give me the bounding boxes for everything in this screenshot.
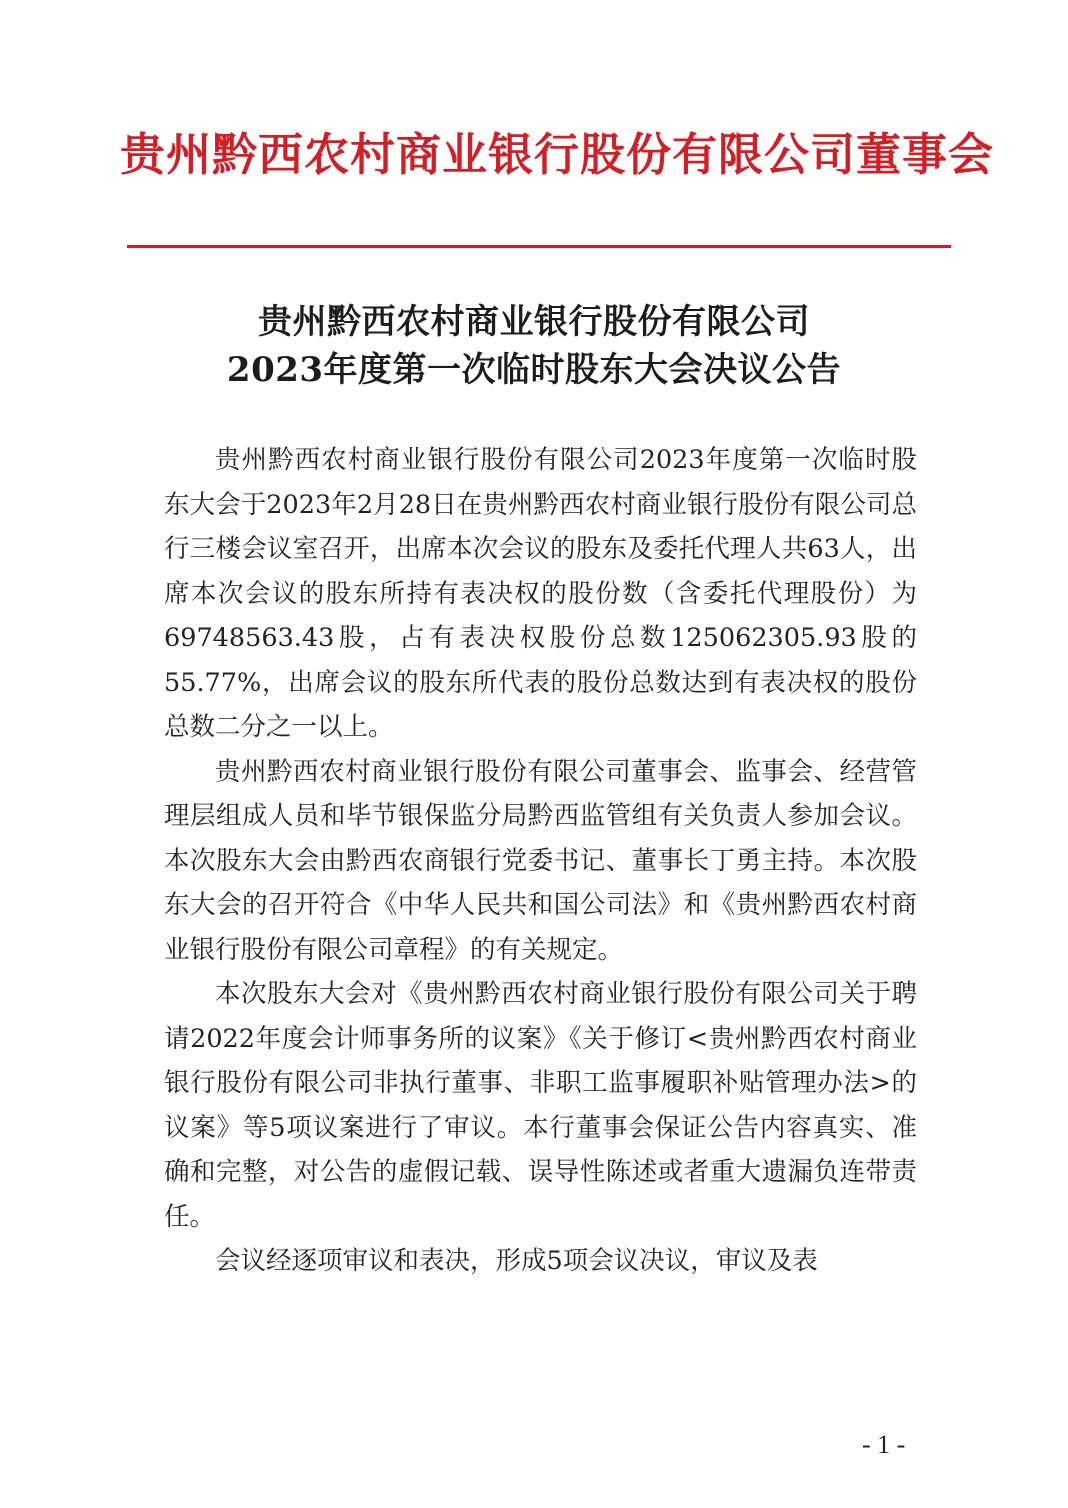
paragraph-1: 贵州黔西农村商业银行股份有限公司2023年度第一次临时股东大会于2023年2月28日在贵州黔西农村商业银行股份有限公司总行三楼会议室召开，出席本次会议的股东及委托代理人共63人，出席本次会议的股东所持有表决权的股份数（含委托代理股份）为69748563.43股，占有表决权股份总数125062305.93股的55.77%，出席会议的股东所代表的股份总数达到有表决权的股份总数二分之一以上。 [164, 445, 917, 742]
paragraph-3: 本次股东大会对《贵州黔西农村商业银行股份有限公司关于聘请2022年度会计师事务所的议案》《关于修订<贵州黔西农村商业银行股份有限公司非执行董事、非职工监事履职补贴管理办法>的议案》等5项议案进行了审议。本行董事会保证公告内容真实、准确和完整，对公告的虚假记载、误导性陈述或者重大遗漏负连带责任。 [164, 979, 917, 1232]
document-body [164, 438, 917, 1284]
paragraph-2: 贵州黔西农村商业银行股份有限公司董事会、监事会、经营管理层组成人员和毕节银保监分局黔西监管组有关负责人参加会议。本次股东大会由黔西农商银行党委书记、董事长丁勇主持。本次股东大会的召开符合《中华人民共和国公司法》和《贵州黔西农村商业银行股份有限公司章程》的有关规定。 [164, 756, 917, 965]
letterhead-title: 贵州黔西农村商业银行股份有限公司董事会 [120, 128, 995, 181]
letterhead-divider [127, 245, 951, 248]
paragraph-4: 会议经逐项审议和表决，形成5项会议决议，审议及表 [215, 1246, 818, 1276]
document-title-line-1: 贵州黔西农村商业银行股份有限公司 [258, 302, 810, 342]
page-number: - 1 - [862, 1430, 906, 1459]
document-title-line-2: 2023年度第一次临时股东大会决议公告 [226, 350, 842, 390]
